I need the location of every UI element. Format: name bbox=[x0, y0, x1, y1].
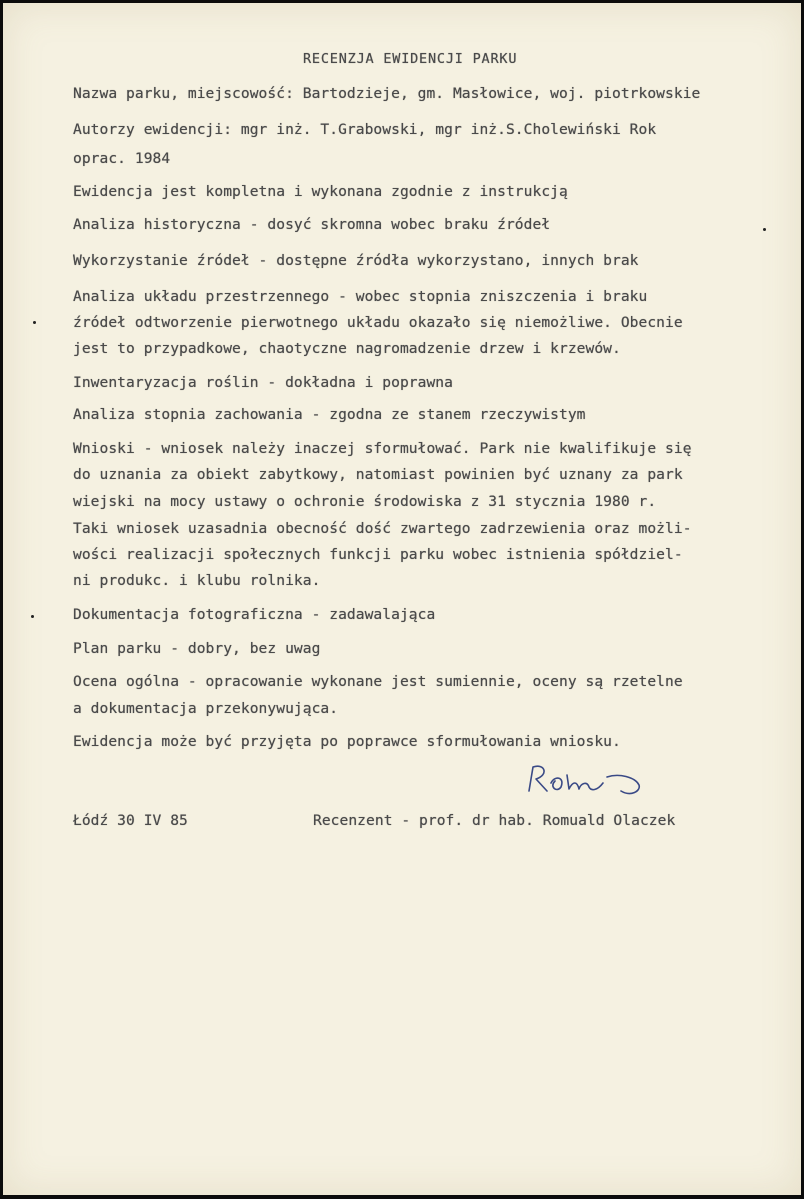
park-plan-line: Plan parku - dobry, bez uwag bbox=[73, 640, 321, 657]
general-assessment-line: Ocena ogólna - opracowanie wykonane jest sumiennie, oceny są rzetelne bbox=[73, 673, 683, 690]
document-title: RECENZJA EWIDENCJI PARKU bbox=[303, 51, 518, 67]
photo-documentation-line: Dokumentacja fotograficzna - zadawalająca bbox=[73, 606, 436, 623]
authors-line: Autorzy ewidencji: mgr inż. T.Grabowski, mgr inż.S.Cholewiński Rok bbox=[73, 121, 657, 138]
preservation-line: Analiza stopnia zachowania - zgodna ze stanem rzeczywistym bbox=[73, 406, 586, 423]
authors-line-cont: oprac. 1984 bbox=[73, 150, 171, 167]
place-date: Łódź 30 IV 85 bbox=[73, 812, 188, 829]
sources-line: Wykorzystanie źródeł - dostępne źródła wykorzystano, innych brak bbox=[73, 252, 639, 269]
paper-speck bbox=[31, 615, 34, 618]
conclusions-line-4: Taki wniosek uzasadnia obecność dość zwartego zadrzewienia oraz możli- bbox=[73, 520, 692, 537]
conclusions-line-3: wiejski na mocy ustawy o ochronie środowiska z 31 stycznia 1980 r. bbox=[73, 493, 657, 510]
paper-speck bbox=[33, 321, 36, 324]
document-page bbox=[3, 3, 801, 1195]
conclusions-line-6: ni produkc. i klubu rolnika. bbox=[73, 572, 321, 589]
conclusions-line-2: do uznania za obiekt zabytkowy, natomiast powinien być uznany za park bbox=[73, 466, 683, 483]
handwritten-signature bbox=[523, 761, 653, 801]
completeness-line: Ewidencja jest kompletna i wykonana zgodnie z instrukcją bbox=[73, 183, 568, 200]
final-statement-line: Ewidencja może być przyjęta po poprawce sformułowania wniosku. bbox=[73, 733, 621, 750]
reviewer-line: Recenzent - prof. dr hab. Romuald Olaczek bbox=[313, 812, 676, 829]
park-name-line: Nazwa parku, miejscowość: Bartodzieje, gm. Masłowice, woj. piotrkowskie bbox=[73, 85, 701, 102]
historical-analysis-line: Analiza historyczna - dosyć skromna wobec braku źródeł bbox=[73, 216, 551, 233]
conclusions-line-5: wości realizacji społecznych funkcji parku wobec istnienia spółdziel- bbox=[73, 546, 683, 563]
inventory-line: Inwentaryzacja roślin - dokładna i poprawna bbox=[73, 374, 453, 391]
spatial-analysis-line-2: źródeł odtworzenie pierwotnego układu okazało się niemożliwe. Obecnie bbox=[73, 314, 683, 331]
spatial-analysis-line-3: jest to przypadkowe, chaotyczne nagromadzenie drzew i krzewów. bbox=[73, 340, 621, 357]
spatial-analysis-line: Analiza układu przestrzennego - wobec stopnia zniszczenia i braku bbox=[73, 288, 648, 305]
general-assessment-line-2: a dokumentacja przekonywująca. bbox=[73, 700, 339, 717]
conclusions-line: Wnioski - wniosek należy inaczej sformułować. Park nie kwalifikuje się bbox=[73, 440, 692, 457]
paper-speck bbox=[763, 228, 766, 231]
